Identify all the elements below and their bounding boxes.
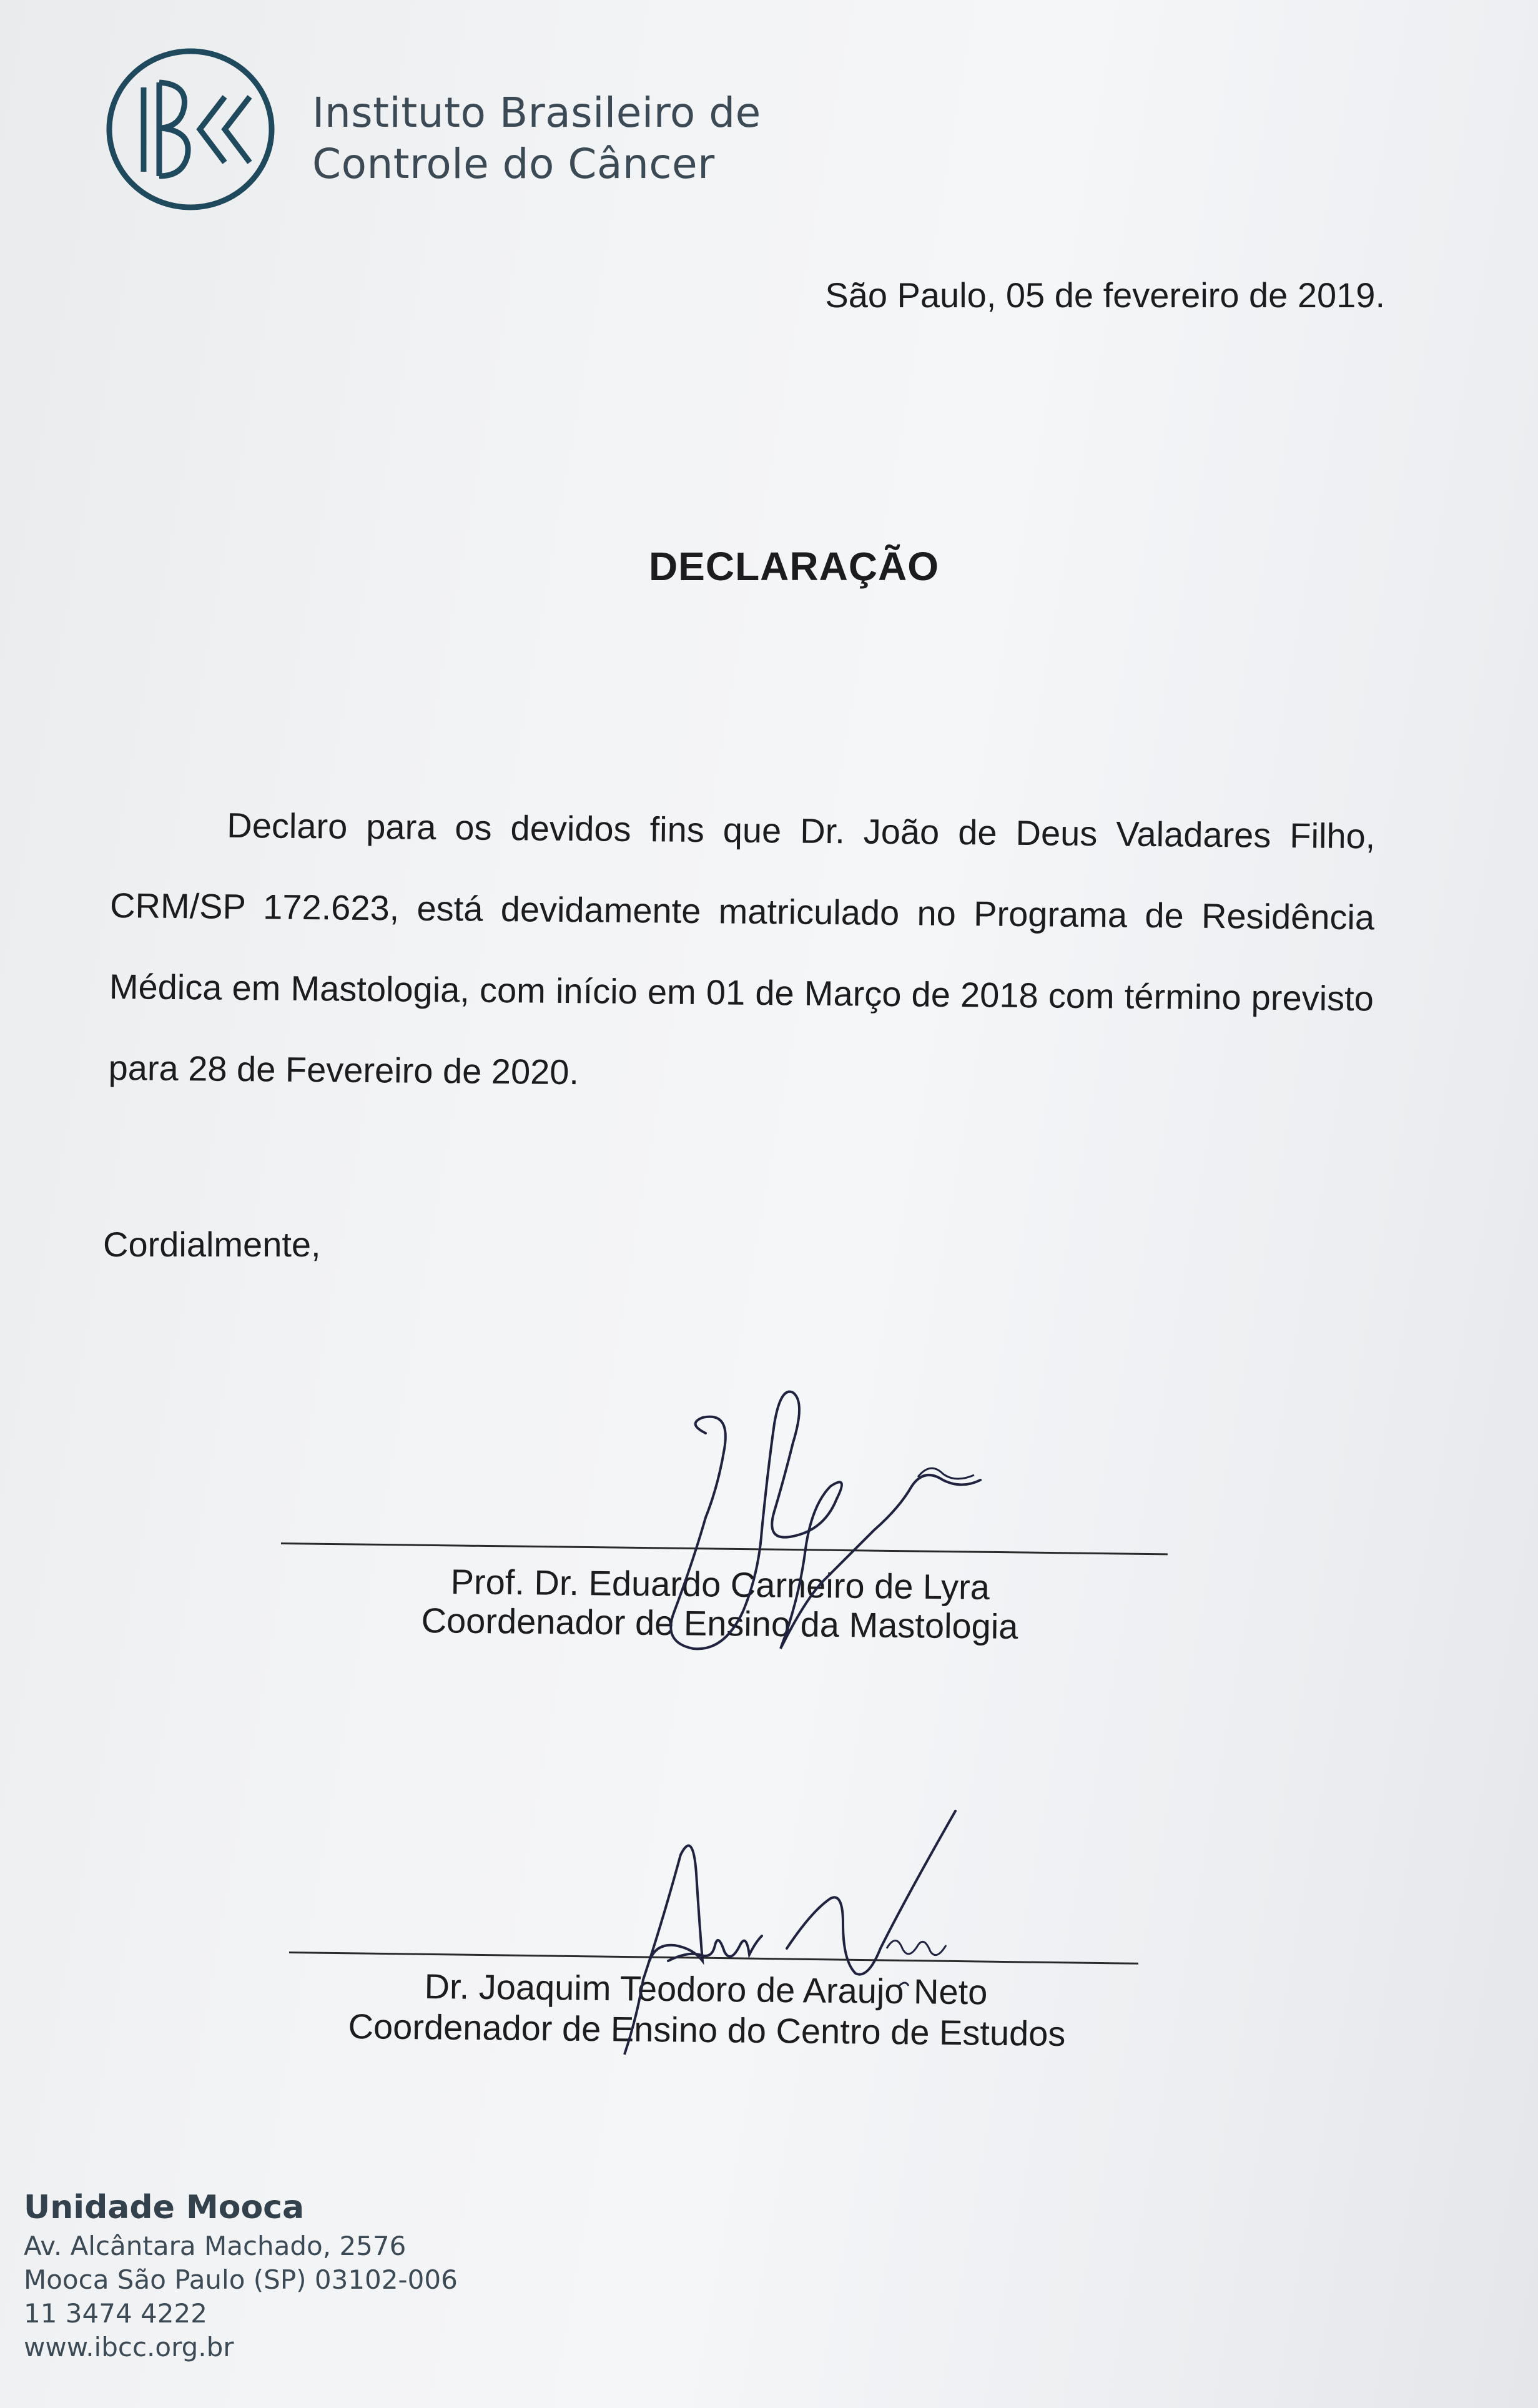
footer-phone: 11 3474 4222	[24, 2298, 207, 2329]
signatory-role-2: Coordenador de Ensino do Centro de Estudos	[348, 2006, 1066, 2054]
signature-line-1	[281, 1542, 1168, 1555]
footer-unit-name: Unidade Mooca	[24, 2189, 305, 2226]
signatory-role-1: Coordenador de Ensino da Mastologia	[421, 1601, 1018, 1647]
declaration-body: Declaro para os devidos fins que Dr. João de Deus Valadares Filho, CRM/SP 172.623, está devidamente matriculado no Programa de Residência Médica em Mastologia, com início em 01 de Março de 2018 com término previsto para 28 de Fevereiro de 2020.	[108, 805, 1376, 1092]
organization-name	[312, 87, 761, 190]
ibcc-logo-icon	[100, 44, 281, 215]
org-name-line-1: Instituto Brasileiro de	[312, 89, 761, 137]
footer-website: www.ibcc.org.br	[24, 2332, 234, 2362]
document-title: DECLARAÇÃO	[648, 544, 940, 589]
date-line: São Paulo, 05 de fevereiro de 2019.	[825, 275, 1385, 315]
footer-address: Av. Alcântara Machado, 2576	[24, 2231, 407, 2261]
signatory-name-1: Prof. Dr. Eduardo Carneiro de Lyra	[450, 1562, 990, 1607]
signature-line-2	[289, 1952, 1138, 1965]
closing-line: Cordialmente,	[103, 1225, 321, 1264]
org-name-line-2: Controle do Câncer	[312, 140, 715, 188]
signatory-name-2: Dr. Joaquim Teodoro de Araujo Neto	[424, 1966, 988, 2012]
footer-contact	[24, 2186, 458, 2364]
footer-city: Mooca São Paulo (SP) 03102-006	[24, 2264, 458, 2295]
